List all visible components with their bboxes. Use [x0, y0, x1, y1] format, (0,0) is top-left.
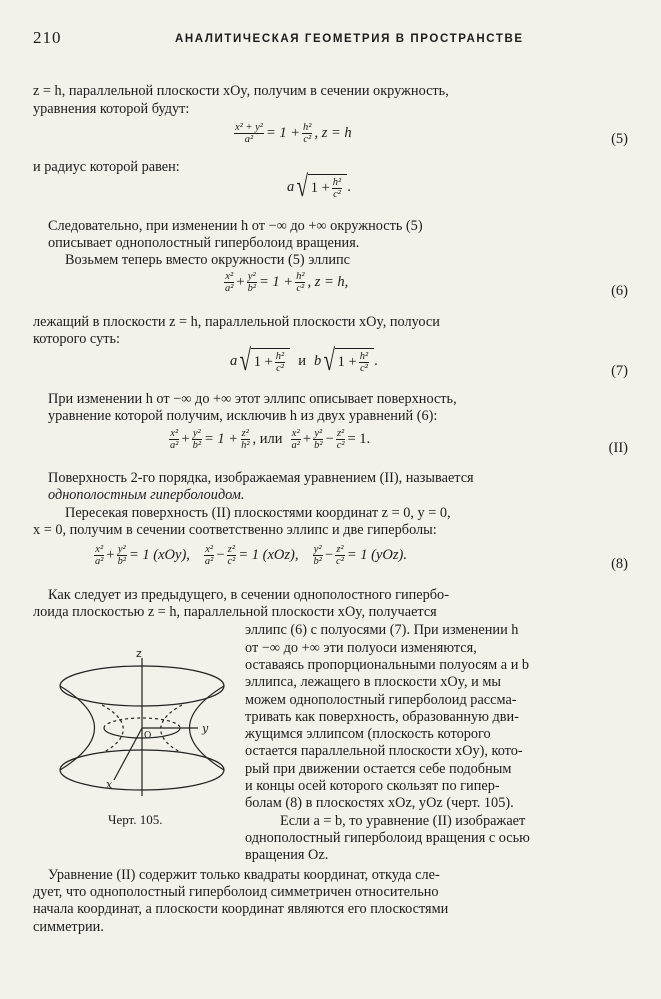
- equation-II: $\frac{\text{x²}}{\text{a²}}$ + $\frac{\text{y²}}{\text{b²}}$ = 1 + $\frac{\text{z²}}{\text{h²}}$ , или $\frac{\text{x²}}{\text{a²}}$ + $\frac{\text{y²}}{\text{b²}}$ − $\frac{\text{z²}}{\text{c²}}$ = 1.: [170, 428, 371, 451]
- text-line: z = h, параллельной плоскости xOy, получим в сечении окружность,: [33, 83, 449, 99]
- text-line: симметрии.: [33, 919, 104, 935]
- page-number: 210: [33, 28, 62, 47]
- text-line: которого суть:: [33, 331, 120, 347]
- text-line: жущимся эллипсом (плоскость которого: [245, 726, 491, 742]
- text-line: При изменении h от −∞ до +∞ этот эллипс описывает поверхность,: [48, 391, 457, 407]
- axis-label-x: x: [106, 778, 113, 791]
- text-line: Следовательно, при изменении h от −∞ до +∞ окружность (5): [48, 218, 423, 234]
- radius-formula: a √ 1 + $\frac{\text{h²}}{\text{c²}}$ .: [287, 170, 351, 203]
- equation-5: $\frac{\text{x² + y²}}{\text{a²}}$ = 1 + $\frac{\text{h²}}{\text{c²}}$ , z = h: [235, 122, 352, 145]
- origin-label: O: [144, 731, 152, 741]
- hyperboloid-figure: [48, 648, 236, 808]
- text-line: Как следует из предыдущего, в сечении однополостного гипербо-: [48, 587, 449, 603]
- text-line: лежащий в плоскости z = h, параллельной плоскости xOy, полуоси: [33, 314, 440, 330]
- text-line: x = 0, получим в сечении соответственно эллипс и две гиперболы:: [33, 522, 437, 538]
- axis-label-z: z: [136, 648, 142, 660]
- equation-number: (II): [608, 440, 628, 456]
- text-line: остается параллельной плоскости xOy), кото-: [245, 743, 523, 759]
- text-line: эллипс (6) с полуосями (7). При изменении h: [245, 622, 519, 638]
- text-line: болам (8) в плоскостях xOz, yOz (черт. 105).: [245, 795, 514, 811]
- equation-number: (5): [611, 131, 628, 147]
- text-line: описывает однополостный гиперболоид вращения.: [48, 235, 360, 251]
- running-title: АНАЛИТИЧЕСКАЯ ГЕОМЕТРИЯ В ПРОСТРАНСТВЕ: [175, 33, 524, 45]
- text-line: уравнение которой получим, исключив h из двух уравнений (6):: [48, 408, 438, 424]
- text-line: уравнения которой будут:: [33, 101, 190, 117]
- text-line: лоида плоскостью z = h, параллельной плоскости xOy, получается: [33, 604, 437, 620]
- equation-number: (7): [611, 363, 628, 379]
- text-line: дует, что однополостный гиперболоид симметричен относительно: [33, 884, 439, 900]
- text-line: однополостный гиперболоид вращения с осью: [245, 830, 530, 846]
- equation-8: $\frac{\text{x²}}{\text{a²}}$ + $\frac{\text{y²}}{\text{b²}}$ = 1 (xOy), $\frac{\text{x²}}{\text{a²}}$ − $\frac{\text{z²}}{\text{c²}}$ = 1 (xOz), $\frac{\text{y²}}{\text{b²}}$ − $\frac{\text{z²}}{\text{c²}}$ = 1 (yOz).: [95, 544, 407, 567]
- text-line: и концы осей которого скользят по гипер-: [245, 778, 500, 794]
- equation-number: (8): [611, 556, 628, 572]
- text-line: оставаясь пропорциональными полуосям a и b: [245, 657, 530, 673]
- text-line: можем однополостный гиперболоид рассма-: [245, 692, 517, 708]
- text-line: тривать как поверхность, образованную дви-: [245, 709, 519, 725]
- text-line: Возьмем теперь вместо окружности (5) эллипс: [65, 252, 350, 268]
- text-line: вращения Oz.: [245, 847, 329, 863]
- text-line: рый при движении остается себе подобным: [245, 761, 512, 777]
- text-line: Поверхность 2-го порядка, изображаемая уравнением (II), называется: [48, 470, 474, 486]
- text-line: и радиус которой равен:: [33, 159, 180, 175]
- text-line: Если a = b, то уравнение (II) изображает: [280, 813, 526, 829]
- figure-caption: Черт. 105.: [108, 812, 163, 827]
- equation-7: a √ 1 + $\frac{\text{h²}}{\text{c²}}$ и b √ 1 + $\frac{\text{h²}}{\text{c²}}$ .: [230, 344, 378, 377]
- equation-number: (6): [611, 283, 628, 299]
- equation-6: $\frac{\text{x²}}{\text{a²}}$ + $\frac{\text{y²}}{\text{b²}}$ = 1 + $\frac{\text{h²}}{\text{c²}}$ , z = h,: [225, 271, 349, 294]
- text-line: Пересекая поверхность (II) плоскостями координат z = 0, y = 0,: [65, 505, 451, 521]
- term-italic: однополостным гиперболоидом.: [48, 487, 245, 503]
- axis-label-y: y: [202, 722, 209, 735]
- text-line: от −∞ до +∞ эти полуоси изменяются,: [245, 640, 477, 656]
- text-line: эллипса, лежащего в плоскости xOy, и мы: [245, 674, 501, 690]
- text-line: начала координат, а плоскости координат являются его плоскостями: [33, 901, 449, 917]
- hyperboloid-drawing: [48, 648, 236, 808]
- text-line: Уравнение (II) содержит только квадраты координат, откуда сле-: [48, 867, 440, 883]
